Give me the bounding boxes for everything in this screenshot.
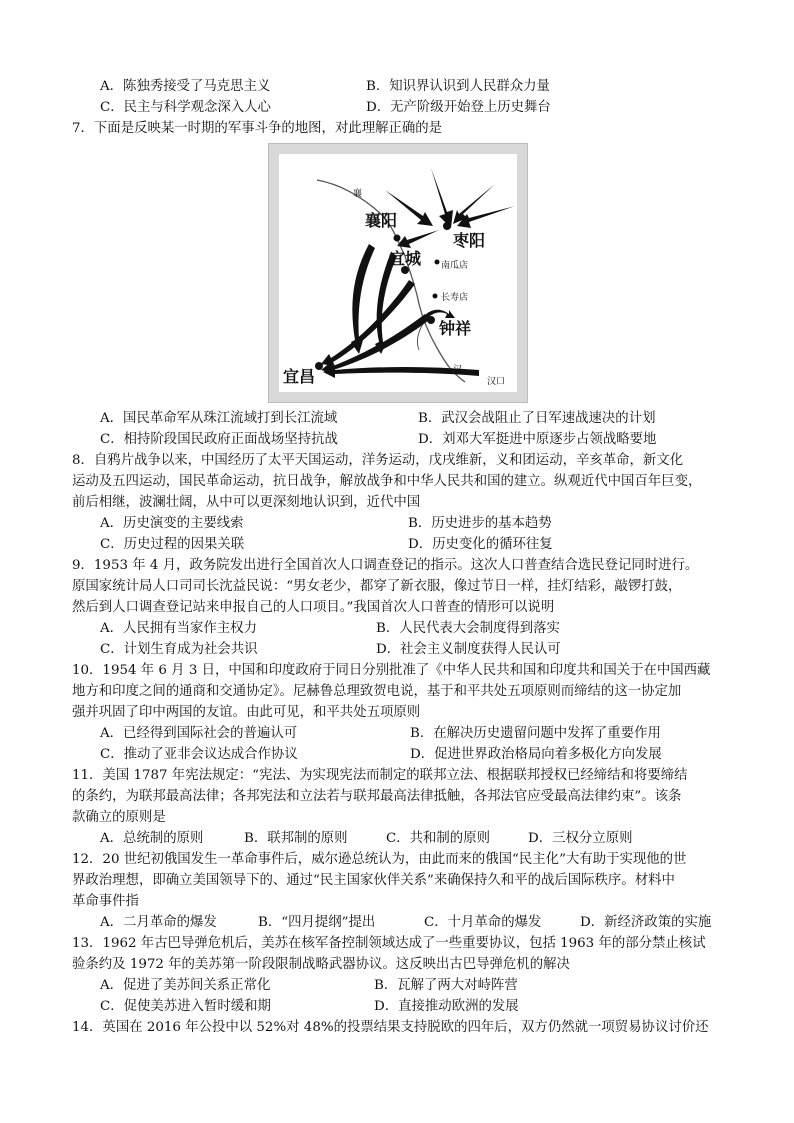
q12-line-2: 界政治理想，即确立美国领导下的、通过“民主国家伙伴关系”来确保持久和平的战后国际秩序。材料中 bbox=[72, 873, 675, 888]
dot-zhongxiang bbox=[427, 316, 435, 324]
q10-option-c: C．推动了亚非会议达成合作协议 bbox=[100, 747, 298, 762]
q10-option-d: D．促进世界政治格局向着多极化方向发展 bbox=[410, 747, 662, 762]
q13-option-a: A．促进了美苏间关系正常化 bbox=[100, 978, 271, 993]
q12-option-c: C．十月革命的爆发 bbox=[424, 915, 542, 930]
q8-line-2: 运动及五四运动，国民革命运动，抗日战争，解放战争和中华人民共和国的建立。纵观近代中国百年巨变， bbox=[72, 474, 702, 489]
label-nanguadian: 南瓜店 bbox=[441, 261, 469, 271]
q7-option-b: B．武汉会战阻止了日军速战速决的计划 bbox=[418, 411, 656, 426]
q11-option-d: D．三权分立原则 bbox=[528, 831, 633, 846]
q9-line-3: 然后到人口调查登记站来申报自己的人口项目。”我国首次人口普查的情形可以说明 bbox=[72, 600, 555, 615]
q6-option-b: B．知识界认识到人民群众力量 bbox=[366, 79, 550, 94]
label-han: 汉 bbox=[453, 365, 463, 375]
q13-option-c: C．促使美苏进入暂时缓和期 bbox=[100, 999, 271, 1014]
q13-option-b: B．瓦解了两大对峙阵营 bbox=[374, 978, 518, 993]
q8-line-1: 8．自鸦片战争以来，中国经历了太平天国运动，洋务运动，戊戌维新，义和团运动，辛亥革命，新文化 bbox=[72, 453, 684, 468]
q13-line-1: 13．1962 年古巴导弹危机后，美苏在核军备控制领域达成了一些重要协议，包括 1963 年的部分禁止核试 bbox=[72, 936, 706, 951]
map-frame bbox=[279, 154, 517, 392]
q10-option-b: B．在解决历史遗留问题中发挥了重要作用 bbox=[410, 726, 661, 741]
q6-option-a: A．陈独秀接受了马克思主义 bbox=[100, 79, 271, 94]
q11-line-3: 款确立的原则是 bbox=[72, 810, 166, 825]
q9-line-2: 原国家统计局人口司司长沈益民说：“男女老少，都穿了新衣服，像过节日一样，挂灯结彩，敲锣打鼓， bbox=[72, 579, 682, 594]
q6-option-d: D．无产阶级开始登上历史舞台 bbox=[366, 100, 551, 115]
q9-option-c: C．计划生育成为社会共识 bbox=[100, 642, 258, 657]
q11-line-2: 的条约，为联邦最高法律；各邦宪法和立法若与联邦最高法律抵触，各邦法官应受最高法律约束”。该条 bbox=[72, 789, 682, 804]
q10-line-3: 强并巩固了印中两国的友谊。由此可见，和平共处五项原则 bbox=[72, 705, 421, 720]
label-hankou: 汉口 bbox=[487, 377, 506, 387]
label-yichang: 宜昌 bbox=[283, 367, 316, 386]
label-xiangyang: 襄阳 bbox=[365, 211, 398, 230]
q12-option-d: D．新经济政策的实施 bbox=[580, 915, 712, 930]
q9-option-d: D．社会主义制度获得人民认可 bbox=[376, 642, 561, 657]
q12-option-a: A．二月革命的爆发 bbox=[100, 915, 217, 930]
q13-line-2: 验条约及 1972 年的美苏第一阶段限制战略武器协议。这反映出古巴导弹危机的解决 bbox=[72, 957, 570, 972]
q8-option-a: A．历史演变的主要线索 bbox=[100, 516, 244, 531]
q11-option-a: A．总统制的原则 bbox=[100, 831, 204, 846]
q9-line-1: 9．1953 年 4 月，政务院发出进行全国首次人口调查登记的指示。这次人口普查结合选民登记同时进行。 bbox=[72, 558, 699, 573]
q11-option-c: C．共和制的原则 bbox=[386, 831, 490, 846]
q14-line-1: 14．英国在 2016 年公投中以 52%对 48%的投票结果支持脱欧的四年后，双方仍然就一项贸易协议讨价还 bbox=[72, 1020, 709, 1035]
q8-option-b: B．历史进步的基本趋势 bbox=[408, 516, 552, 531]
dot-zaoyang bbox=[443, 222, 451, 230]
dot-nanguadian bbox=[435, 260, 440, 265]
q10-option-a: A．已经得到国际社会的普遍认可 bbox=[100, 726, 298, 741]
q12-line-3: 革命事件指 bbox=[72, 894, 139, 909]
q12-option-b: B．“四月提纲”提出 bbox=[258, 915, 376, 930]
label-xiang: 襄 bbox=[353, 189, 363, 199]
q7-option-d: D．刘邓大军挺进中原逐步占领战略要地 bbox=[418, 432, 657, 447]
q6-option-c: C．民主与科学观念深入人心 bbox=[100, 100, 271, 115]
q11-option-b: B．联邦制的原则 bbox=[244, 831, 348, 846]
q7-stem: 7．下面是反映某一时期的军事斗争的地图，对此理解正确的是 bbox=[72, 121, 443, 136]
dot-changshoudian bbox=[433, 294, 438, 299]
q7-option-c: C．相持阶段国民政府正面战场坚持抗战 bbox=[100, 432, 338, 447]
q12-line-1: 12．20 世纪初俄国发生一革命事件后，威尔逊总统认为，由此而来的俄国“民主化”大有助于实现他的世 bbox=[72, 852, 687, 867]
label-yicheng: 宜城 bbox=[389, 249, 422, 268]
q7-option-a: A．国民革命军从珠江流域打到长江流域 bbox=[100, 411, 338, 426]
q9-option-a: A．人民拥有当家作主权力 bbox=[100, 621, 257, 636]
q9-option-b: B．人民代表大会制度得到落实 bbox=[376, 621, 560, 636]
label-changshoudian: 长寿店 bbox=[441, 293, 469, 303]
q8-option-d: D．历史变化的循环往复 bbox=[408, 537, 553, 552]
battle-map bbox=[268, 143, 528, 403]
label-zaoyang: 枣阳 bbox=[453, 231, 486, 250]
q10-line-1: 10．1954 年 6 月 3 日，中国和印度政府于同日分别批准了《中华人民共和国和印度共和国关于在中国西藏 bbox=[72, 663, 711, 678]
dot-yichang bbox=[315, 362, 323, 370]
dot-xiangyang bbox=[394, 235, 401, 242]
q8-line-3: 前后相继，波澜壮阔，从中可以更深刻地认识到，近代中国 bbox=[72, 495, 421, 510]
label-zhongxiang: 钟祥 bbox=[439, 319, 472, 338]
q10-line-2: 地方和印度之间的通商和交通协定》。尼赫鲁总理致贺电说，基于和平共处五项原则而缔结的这一协定加 bbox=[72, 684, 682, 699]
q11-line-1: 11．美国 1787 年宪法规定：“宪法、为实现宪法而制定的联邦立法、根据联邦授权已经缔结和将要缔结 bbox=[72, 768, 688, 783]
q13-option-d: D．直接推动欧洲的发展 bbox=[374, 999, 519, 1014]
q8-option-c: C．历史过程的因果关联 bbox=[100, 537, 245, 552]
